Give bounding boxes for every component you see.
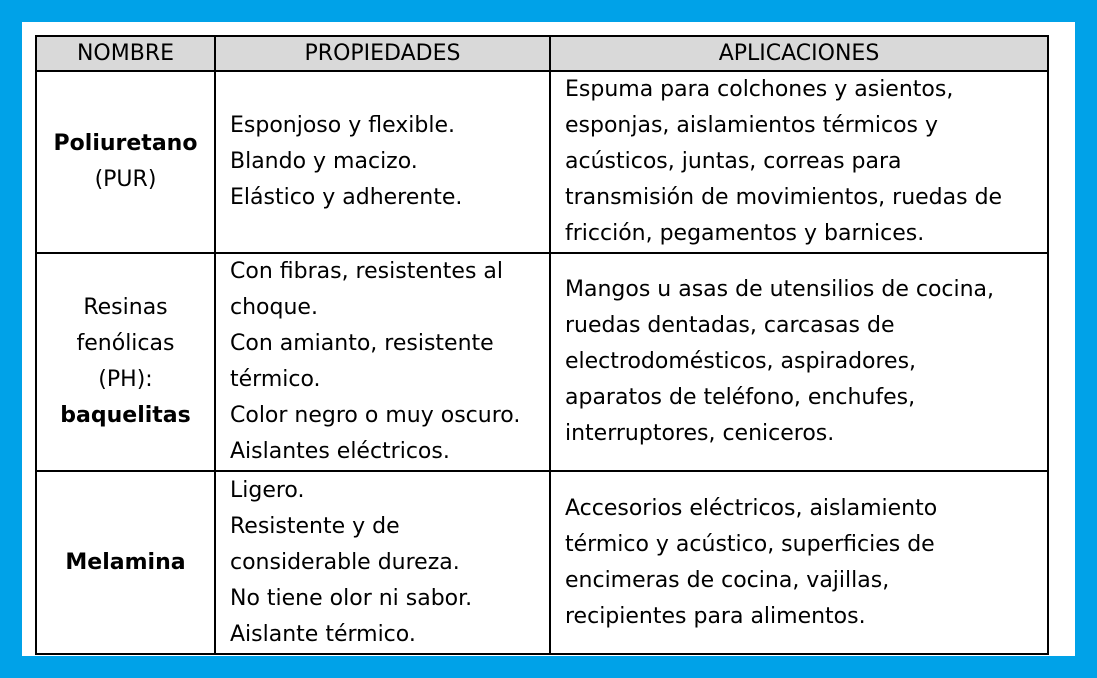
application-line: Mangos u asas de utensilios de cocina, [565, 277, 995, 302]
property-line: Color negro o muy oscuro. [230, 403, 521, 428]
properties-cell [215, 471, 550, 654]
application-line: recipientes para alimentos. [565, 603, 866, 629]
header-name: NOMBRE [36, 36, 215, 71]
application-line: Accesorios eléctricos, aislamiento [565, 495, 938, 521]
application-line: acústicos, juntas, correas para [565, 149, 902, 174]
application-line: Espuma para colchones y asientos, [565, 77, 954, 102]
applications-cell [550, 71, 1048, 253]
material-name-cell [36, 471, 215, 654]
application-line: esponjas, aislamientos térmicos y [565, 113, 939, 138]
application-line: electrodomésticos, aspiradores, [565, 349, 917, 374]
property-line: Ligero. [230, 477, 305, 503]
material-name: baquelitas [60, 403, 191, 428]
property-line: Esponjoso y flexible. [230, 113, 455, 138]
property-line: Con amianto, resistente [230, 331, 494, 356]
material-name-cell [36, 71, 215, 253]
application-line: interruptores, ceniceros. [565, 421, 835, 446]
property-line: Resistente y de [230, 513, 400, 539]
material-name-cell [36, 253, 215, 471]
property-line: Elástico y adherente. [230, 185, 463, 210]
application-line: transmisión de movimientos, ruedas de [565, 185, 1003, 210]
applications-cell [550, 471, 1048, 654]
applications-cell [550, 253, 1048, 471]
table-row [36, 471, 1048, 654]
header-applications: APLICACIONES [550, 36, 1048, 71]
page-frame [22, 22, 1075, 656]
material-name: Melamina [65, 549, 186, 575]
material-name-line: Resinas [83, 295, 168, 320]
property-line: térmico. [230, 367, 321, 392]
material-name-line: fenólicas [76, 331, 175, 356]
property-line: Blando y macizo. [230, 149, 418, 174]
table-row [36, 71, 1048, 253]
application-line: aparatos de teléfono, enchufes, [565, 385, 916, 410]
property-line: Aislante térmico. [230, 621, 416, 647]
property-line: choque. [230, 295, 318, 320]
property-line: Con fibras, resistentes al [230, 259, 504, 284]
table-row [36, 253, 1048, 471]
application-line: ruedas dentadas, carcasas de [565, 313, 895, 338]
application-line: encimeras de cocina, vajillas, [565, 567, 890, 593]
material-abbreviation: (PUR) [94, 167, 157, 192]
header-row [36, 36, 1048, 71]
material-abbreviation: (PH): [98, 367, 153, 392]
application-line: fricción, pegamentos y barnices. [565, 221, 925, 246]
plastics-table [35, 35, 1049, 655]
material-name: Poliuretano [53, 131, 198, 156]
header-properties: PROPIEDADES [215, 36, 550, 71]
property-line: Aislantes eléctricos. [230, 439, 450, 464]
property-line: No tiene olor ni sabor. [230, 585, 473, 611]
properties-cell [215, 253, 550, 471]
application-line: térmico y acústico, superficies de [565, 531, 935, 557]
property-line: considerable dureza. [230, 549, 460, 575]
properties-cell [215, 71, 550, 253]
